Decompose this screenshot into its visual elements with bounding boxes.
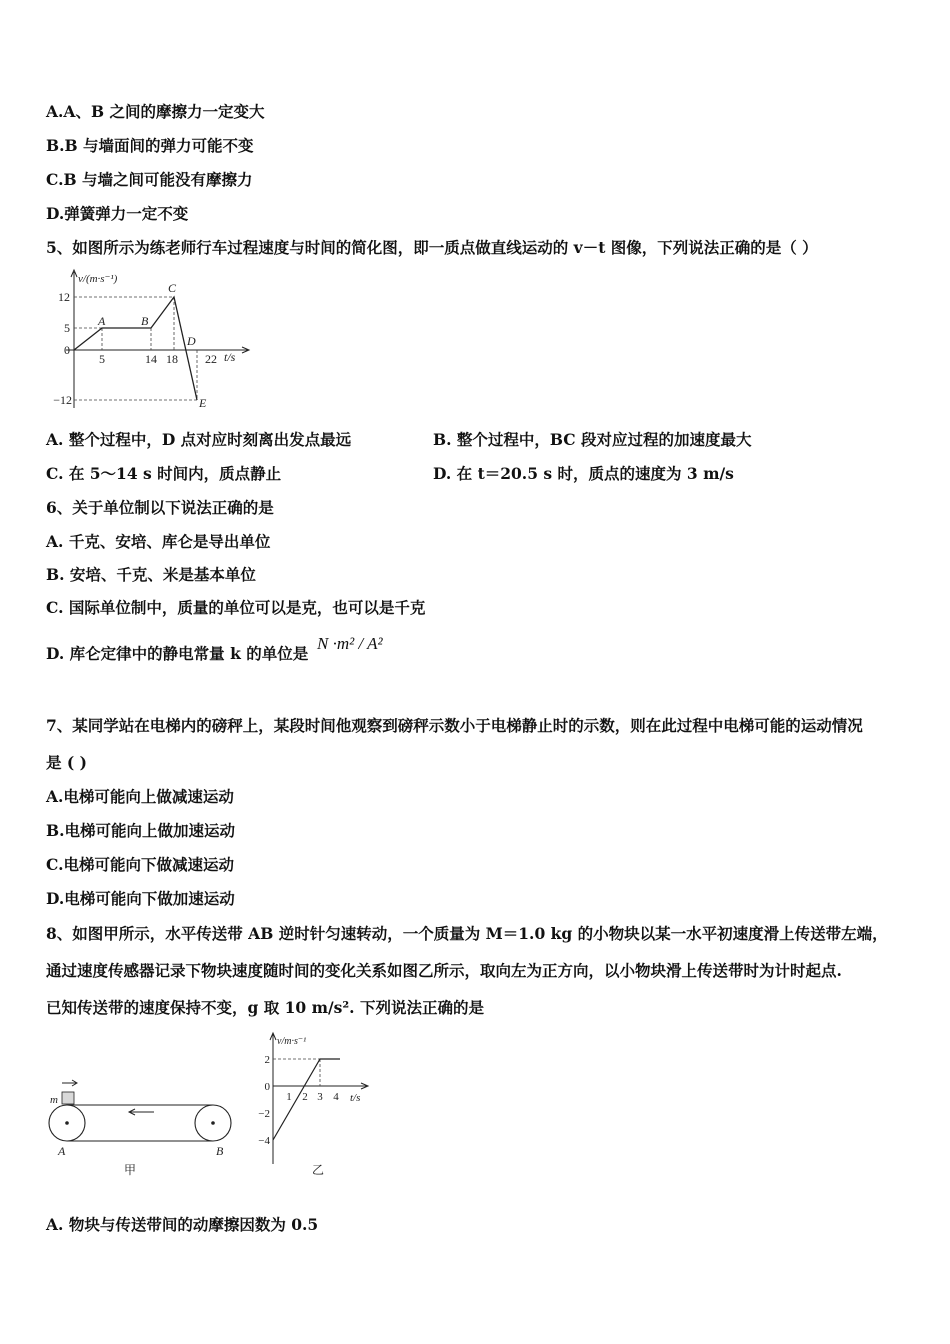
q8-figure-jia (44, 1075, 244, 1180)
q7-option-c: C.电梯可能向下做减速运动 (46, 855, 234, 874)
q6-unit-formula: N ·m² / A² (317, 634, 383, 653)
q7-option-d: D.电梯可能向下做加速运动 (46, 889, 235, 908)
q8-ylabel: v/m·s⁻¹ (277, 1036, 307, 1047)
q8-xlabel: t/s (350, 1092, 361, 1104)
q5-ytick-0: 0 (64, 343, 70, 357)
q8-caption-yi: 乙 (312, 1163, 325, 1177)
q8-figure-yi (252, 1028, 372, 1180)
q5-xtick-14: 14 (145, 352, 157, 366)
q8-option-a: A. 物块与传送带间的动摩擦因数为 0.5 (46, 1215, 319, 1234)
q5-ytick-neg12: −12 (53, 393, 72, 407)
q5-stem: 5、如图所示为练老师行车过程速度与时间的简化图，即一质点做直线运动的 v－t 图像，下列说法正确的是（ ） (46, 238, 818, 257)
q8-xtick-3: 3 (317, 1091, 323, 1103)
q7-stem-line2: 是 ( ) (46, 753, 87, 772)
q5-point-b: B (141, 314, 149, 328)
q8-stem-line3: 已知传送带的速度保持不变，g 取 10 m/s². 下列说法正确的是 (46, 998, 484, 1017)
q8-xtick-4: 4 (333, 1091, 339, 1103)
q5-point-e: E (199, 396, 207, 410)
q5-vt-graph (44, 266, 254, 414)
q7-option-a: A.电梯可能向上做减速运动 (46, 787, 234, 806)
q8-stem-line2: 通过速度传感器记录下物块速度随时间的变化关系如图乙所示，取向左为正方向，以小物块滑上传送带时为计时起点. (46, 961, 842, 980)
q8-label-m: m (50, 1094, 58, 1106)
q8-stem-line1: 8、如图甲所示，水平传送带 AB 逆时针匀速转动，一个质量为 M＝1.0 kg 的小物块以某一水平初速度滑上传送带左端， (46, 924, 888, 943)
q8-xtick-2: 2 (302, 1091, 308, 1103)
q5-option-c: C. 在 5～14 s 时间内，质点静止 (46, 464, 282, 483)
q4-option-b: B.B 与墙面间的弹力可能不变 (46, 136, 254, 155)
q7-option-b: B.电梯可能向上做加速运动 (46, 821, 235, 840)
q5-xtick-18: 18 (166, 352, 178, 366)
q5-option-b: B. 整个过程中，BC 段对应过程的加速度最大 (433, 430, 752, 449)
q5-option-a: A. 整个过程中，D 点对应时刻离出发点最远 (46, 430, 352, 449)
q6-stem: 6、关于单位制以下说法正确的是 (46, 498, 274, 517)
q8-ytick-neg4: −4 (258, 1135, 270, 1147)
q5-ylabel: v/(m·s⁻¹) (78, 273, 118, 285)
q5-point-a: A (98, 314, 106, 328)
q4-option-a: A.A、B 之间的摩擦力一定变大 (46, 102, 265, 121)
q5-xtick-22: 22 (205, 352, 217, 366)
q8-ytick-neg2: −2 (258, 1108, 270, 1120)
q5-ytick-12: 12 (58, 290, 70, 304)
q5-option-d: D. 在 t＝20.5 s 时，质点的速度为 3 m/s (433, 464, 734, 483)
q6-option-a: A. 千克、安培、库仑是导出单位 (46, 532, 271, 551)
q5-xtick-5: 5 (99, 352, 105, 366)
q8-label-b: B (216, 1144, 224, 1158)
q6-option-c: C. 国际单位制中，质量的单位可以是克，也可以是千克 (46, 598, 426, 617)
q8-ytick-2: 2 (264, 1054, 270, 1066)
q8-ytick-0: 0 (264, 1081, 270, 1093)
q6-option-d: D. 库仑定律中的静电常量 k 的单位是 (46, 644, 309, 663)
q8-xtick-1: 1 (286, 1091, 292, 1103)
q4-option-c: C.B 与墙之间可能没有摩擦力 (46, 170, 253, 189)
q6-option-b: B. 安培、千克、米是基本单位 (46, 565, 256, 584)
q5-point-d: D (187, 334, 196, 348)
q8-caption-jia: 甲 (124, 1163, 137, 1177)
q5-ytick-5: 5 (64, 321, 70, 335)
q8-label-a: A (58, 1144, 66, 1158)
q5-point-c: C (168, 281, 177, 295)
q5-xlabel: t/s (224, 350, 236, 364)
q4-option-d: D.弹簧弹力一定不变 (46, 204, 189, 223)
q7-stem-line1: 7、某同学站在电梯内的磅秤上，某段时间他观察到磅秤示数小于电梯静止时的示数，则在此过程中电梯可能的运动情况 (46, 716, 863, 735)
